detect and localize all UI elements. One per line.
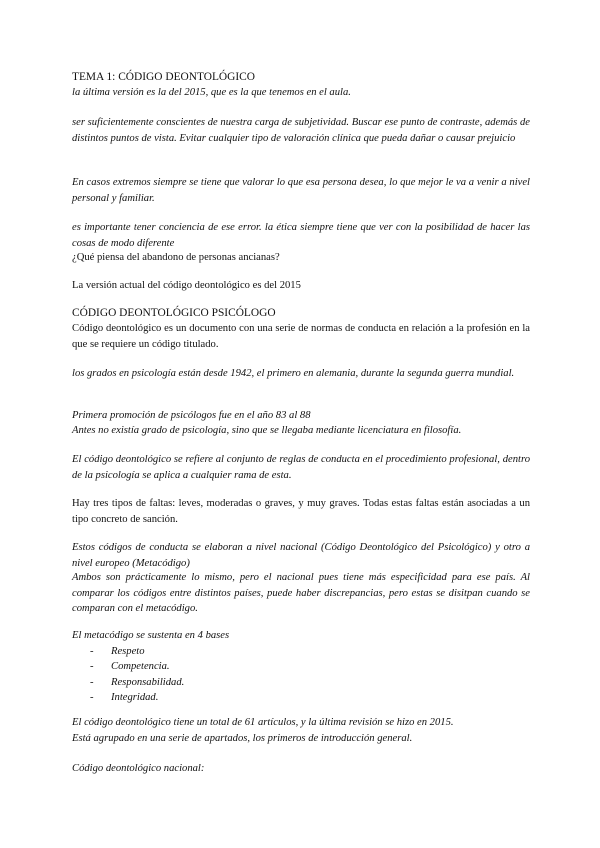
paragraph-antes-filosofia: Antes no existía grado de psicología, sino que se llegaba mediante licenciatura en filosofía. [72, 425, 462, 436]
paragraph-codigo-nacional: Código deontológico nacional: [72, 763, 205, 774]
paragraph-reglas-conducta: El código deontológico se refiere al conjunto de reglas de conducta en el procedimiento profesional, dentro de la psicología se aplica a cualquier rama de esta. [72, 454, 530, 481]
paragraph-ultima-version: la última versión es la del 2015, que es la que tenemos en el aula. [72, 87, 351, 98]
paragraph-version-actual: La versión actual del código deontológico es del 2015 [72, 280, 301, 291]
paragraph-grados-psicologia: los grados en psicología están desde 1942, el primero en alemania, durante la segunda guerra mundial. [72, 368, 515, 379]
paragraph-subjetividad: ser suficientemente conscientes de nuestra carga de subjetividad. Buscar ese punto de contraste, además de distintos puntos de vista. Evitar cualquier tipo de valoración clínica que pueda dañar o causar prejuicio [72, 117, 530, 144]
heading-codigo-psicologo: CÓDIGO DEONTOLÓGICO PSICÓLOGO [72, 307, 276, 319]
paragraph-conciencia-error: es importante tener conciencia de ese error. la ética siempre tiene que ver con la posibilidad de hacer las cosas de modo diferente [72, 222, 530, 249]
base-respeto: Respeto [111, 646, 145, 657]
paragraph-pregunta-ancianas: ¿Qué piensa del abandono de personas ancianas? [72, 252, 280, 263]
paragraph-61-articulos: El código deontológico tiene un total de 61 artículos, y la última revisión se hizo en 2015. [72, 717, 454, 728]
list-item [90, 690, 184, 705]
list-item [90, 675, 184, 690]
base-competencia: Competencia. [111, 661, 170, 673]
paragraph-tipos-faltas: Hay tres tipos de faltas: leves, moderadas o graves, y muy graves. Todas estas faltas están asociadas a un tipo concreto de sanción. [72, 498, 530, 525]
bullet-dash: - [90, 646, 94, 657]
bases-list [90, 644, 184, 705]
paragraph-nivel-nacional-europeo: Estos códigos de conducta se elaboran a nivel nacional (Código Deontológico del Psicológico) y otro a nivel europeo (Metacódigo) [72, 542, 530, 569]
bullet-dash: - [90, 676, 94, 688]
paragraph-metacodigo-bases: El metacódigo se sustenta en 4 bases [72, 630, 230, 641]
paragraph-casos-extremos: En casos extremos siempre se tiene que valorar lo que esa persona desea, lo que mejor le va a venir a nivel personal y familiar. [72, 177, 530, 204]
paragraph-comparacion-codigos: Ambos son prácticamente lo mismo, pero el nacional pues tiene más especificidad para ese país. Al comparar los códigos entre distintos países, puede haber discrepancias, pero estas se disitpan cuando se comparan con el metacódigo. [72, 572, 530, 614]
bullet-dash: - [90, 691, 94, 703]
list-item [90, 644, 184, 659]
paragraph-apartados: Está agrupado en una serie de apartados, los primeros de introducción general. [72, 733, 413, 744]
list-item [90, 659, 184, 674]
bullet-dash: - [90, 661, 94, 673]
base-responsabilidad: Responsabilidad. [111, 676, 185, 688]
paragraph-primera-promocion: Primera promoción de psicólogos fue en el año 83 al 88 [72, 410, 311, 421]
heading-tema-1: TEMA 1: CÓDIGO DEONTOLÓGICO [72, 71, 255, 83]
paragraph-definicion-codigo: Código deontológico es un documento con una serie de normas de conducta en relación a la profesión en la que se requiere un código titulado. [72, 323, 530, 350]
base-integridad: Integridad. [111, 691, 159, 703]
